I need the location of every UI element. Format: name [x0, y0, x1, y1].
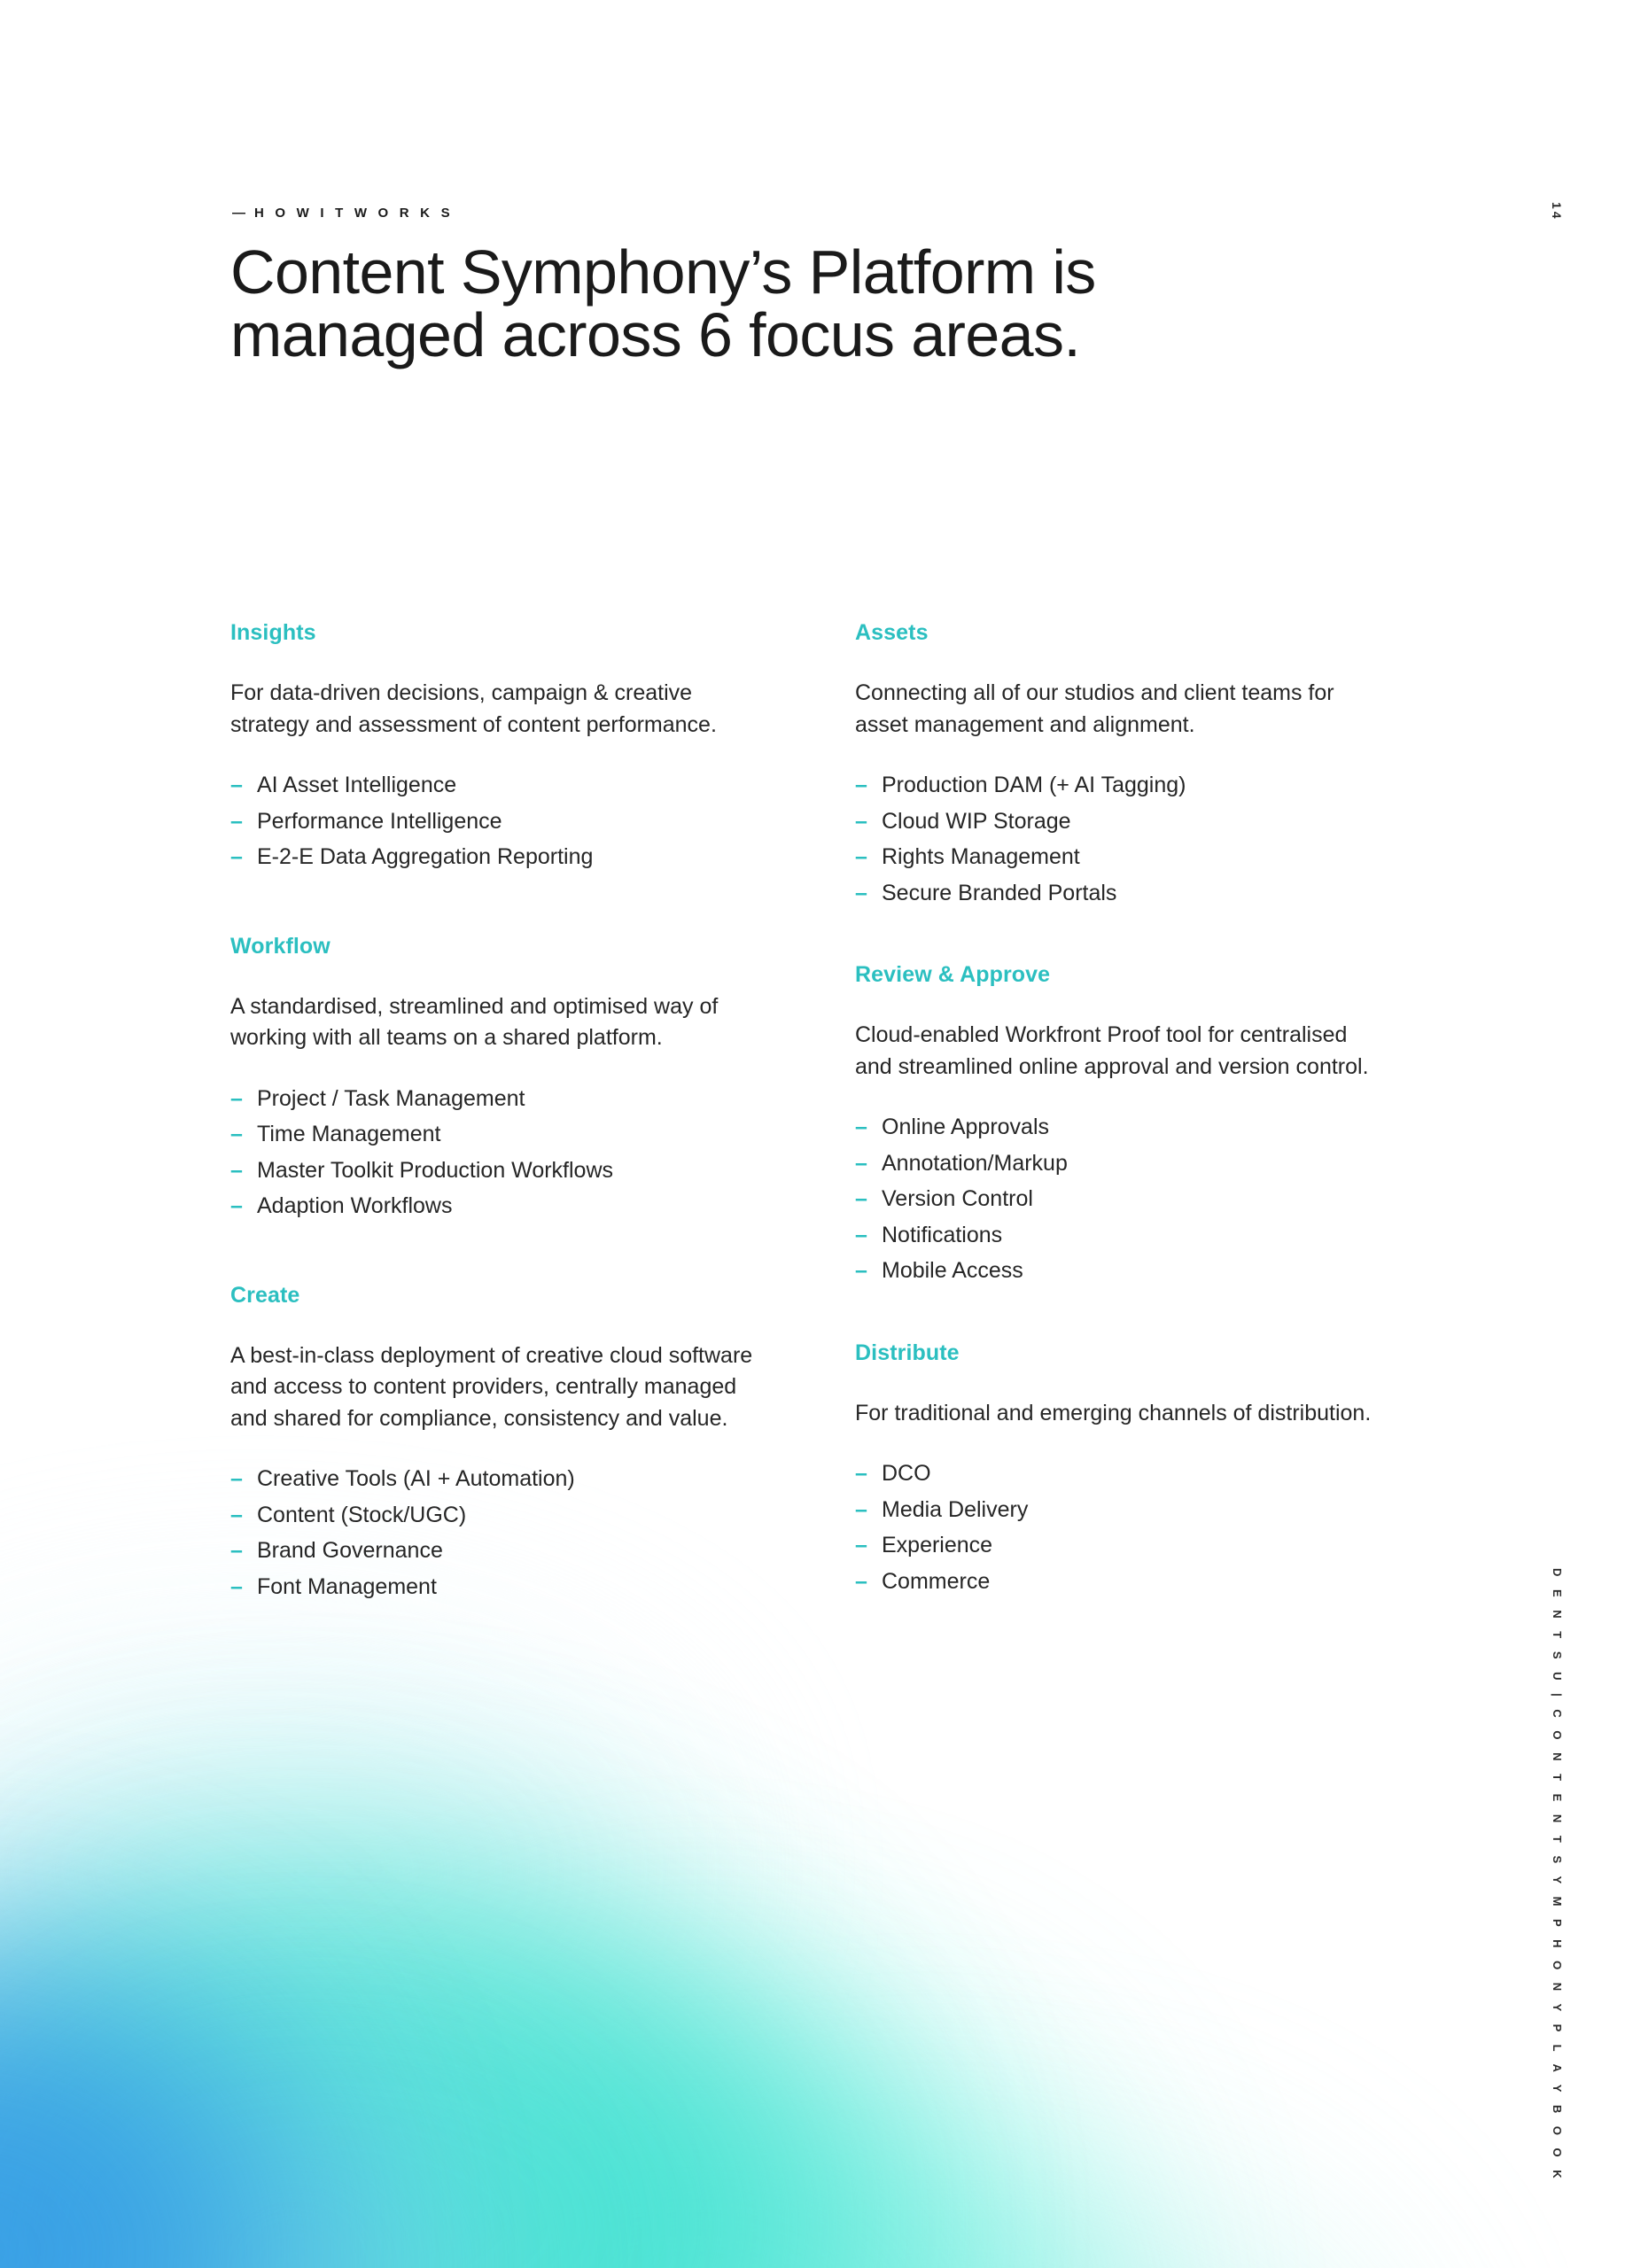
focus-area-distribute: [855, 1340, 1387, 1600]
focus-area-workflow: [230, 934, 762, 1224]
right-column: [855, 620, 1387, 1599]
page-title: Content Symphony’s Platform is managed across 6 focus areas.: [230, 237, 1096, 370]
left-column: [230, 620, 762, 1604]
list-item-label: Production DAM (+ AI Tagging): [882, 773, 1186, 797]
bullet-dash-icon: –: [230, 1193, 243, 1218]
list-item-label: Notifications: [882, 1222, 1003, 1247]
list-item-label: Brand Governance: [257, 1538, 443, 1563]
bullet-dash-icon: –: [855, 1115, 867, 1139]
list-item: [855, 1527, 1387, 1564]
focus-area-bullet-list: [230, 767, 762, 875]
bullet-dash-icon: –: [855, 773, 867, 797]
bullet-dash-icon: –: [855, 808, 867, 834]
bullet-dash-icon: –: [855, 880, 867, 905]
list-item: [230, 1497, 762, 1534]
list-item-label: Online Approvals: [882, 1115, 1050, 1139]
list-item-label: Annotation/Markup: [882, 1150, 1068, 1176]
focus-area-body: For data-driven decisions, campaign & creative strategy and assessment of content performance.: [230, 680, 717, 737]
list-item: [855, 767, 1387, 804]
list-item: [855, 1181, 1387, 1217]
focus-area-heading: Create: [230, 1282, 300, 1308]
list-item: [230, 1569, 762, 1605]
list-item-label: Cloud WIP Storage: [882, 808, 1071, 834]
bullet-dash-icon: –: [855, 1186, 867, 1211]
list-item: [230, 804, 762, 840]
gradient-blob-mint: [478, 2179, 1365, 2268]
list-item: [855, 1456, 1387, 1492]
focus-area-body: A standardised, streamlined and optimised way of working with all teams on a shared platform.: [230, 993, 719, 1050]
list-item-label: Secure Branded Portals: [882, 880, 1117, 905]
bullet-dash-icon: –: [230, 1085, 243, 1111]
focus-area-bullet-list: [230, 1081, 762, 1224]
list-item: [855, 839, 1387, 875]
section-eyebrow: [232, 206, 454, 221]
bullet-dash-icon: –: [855, 1568, 867, 1594]
focus-area-body: Connecting all of our studios and client teams for asset management and alignment.: [855, 680, 1334, 737]
bullet-dash-icon: –: [230, 1573, 243, 1599]
bullet-dash-icon: –: [855, 1496, 867, 1522]
focus-area-body: A best-in-class deployment of creative cloud software and access to content providers, centrally managed and shared for compliance, consistency and value.: [230, 1342, 753, 1431]
eyebrow-dash: —: [232, 206, 245, 221]
list-item: [230, 839, 762, 875]
focus-area-heading: Insights: [230, 620, 316, 645]
focus-area-bullet-list: [855, 1109, 1387, 1289]
gradient-blob-blue: [0, 1967, 301, 2268]
bullet-dash-icon: –: [855, 1222, 867, 1247]
list-item: [230, 767, 762, 804]
list-item: [855, 1564, 1387, 1600]
focus-area-bullet-list: [230, 1461, 762, 1604]
focus-area-heading: Review & Approve: [855, 962, 1051, 987]
list-item: [230, 1153, 762, 1189]
list-item: [230, 1461, 762, 1497]
page-number: 14: [1550, 202, 1564, 221]
list-item: [855, 804, 1387, 840]
list-item: [855, 1217, 1387, 1254]
list-item-label: Commerce: [882, 1568, 991, 1594]
list-item: [855, 1492, 1387, 1528]
list-item-label: Media Delivery: [882, 1496, 1029, 1522]
list-item-label: Time Management: [257, 1122, 441, 1146]
list-item: [230, 1188, 762, 1224]
focus-area-body: For traditional and emerging channels of distribution.: [855, 1400, 1372, 1425]
bullet-dash-icon: –: [855, 1150, 867, 1176]
focus-area-assets: [855, 620, 1387, 911]
bullet-dash-icon: –: [855, 844, 867, 869]
bullet-dash-icon: –: [230, 773, 243, 797]
list-item-label: AI Asset Intelligence: [257, 773, 457, 797]
bullet-dash-icon: –: [230, 1157, 243, 1183]
gradient-blob-sky: [106, 2109, 478, 2268]
bullet-dash-icon: –: [230, 1122, 243, 1146]
gradient-blob-aqua: [292, 2020, 1090, 2268]
list-item: [855, 875, 1387, 912]
bullet-dash-icon: –: [855, 1533, 867, 1557]
gradient-blob-pale: [0, 1683, 656, 2055]
list-item: [230, 1081, 762, 1117]
bullet-dash-icon: –: [230, 1466, 243, 1491]
list-item: [855, 1146, 1387, 1182]
list-item-label: E-2-E Data Aggregation Reporting: [257, 844, 594, 869]
list-item-label: Content (Stock/UGC): [257, 1502, 467, 1527]
gradient-blob-teal: [0, 1860, 851, 2268]
focus-area-bullet-list: [855, 767, 1387, 911]
bullet-dash-icon: –: [230, 1502, 243, 1527]
list-item-label: Mobile Access: [882, 1258, 1023, 1283]
list-item-label: Version Control: [882, 1186, 1033, 1211]
focus-area-insights: [230, 620, 762, 875]
focus-area-heading: Distribute: [855, 1340, 960, 1365]
bullet-dash-icon: –: [230, 808, 243, 834]
bullet-dash-icon: –: [855, 1258, 867, 1283]
focus-area-heading: Workflow: [230, 933, 330, 959]
focus-area-heading: Assets: [855, 620, 929, 645]
list-item: [230, 1533, 762, 1569]
eyebrow-label: H O W I T W O R K S: [254, 206, 454, 221]
list-item: [855, 1253, 1387, 1289]
list-item-label: Project / Task Management: [257, 1085, 525, 1111]
bullet-dash-icon: –: [855, 1461, 867, 1486]
list-item: [855, 1109, 1387, 1146]
list-item-label: Font Management: [257, 1573, 437, 1599]
list-item-label: Master Toolkit Production Workflows: [257, 1157, 614, 1183]
bullet-dash-icon: –: [230, 1538, 243, 1563]
side-caption: D E N T S U | C O N T E N T S Y M P H O N Y P L A Y B O O K: [1551, 1568, 1564, 2184]
list-item-label: Adaption Workflows: [257, 1193, 453, 1218]
focus-area-create: [230, 1283, 762, 1605]
focus-area-review-approve: [855, 962, 1387, 1289]
focus-area-bullet-list: [855, 1456, 1387, 1599]
list-item-label: DCO: [882, 1461, 931, 1486]
list-item: [230, 1116, 762, 1153]
list-item-label: Rights Management: [882, 844, 1080, 869]
focus-area-body: Cloud-enabled Workfront Proof tool for centralised and streamlined online approval and version control.: [855, 1022, 1369, 1079]
bullet-dash-icon: –: [230, 844, 243, 869]
list-item-label: Experience: [882, 1533, 993, 1557]
list-item-label: Performance Intelligence: [257, 808, 502, 834]
list-item-label: Creative Tools (AI + Automation): [257, 1466, 575, 1491]
